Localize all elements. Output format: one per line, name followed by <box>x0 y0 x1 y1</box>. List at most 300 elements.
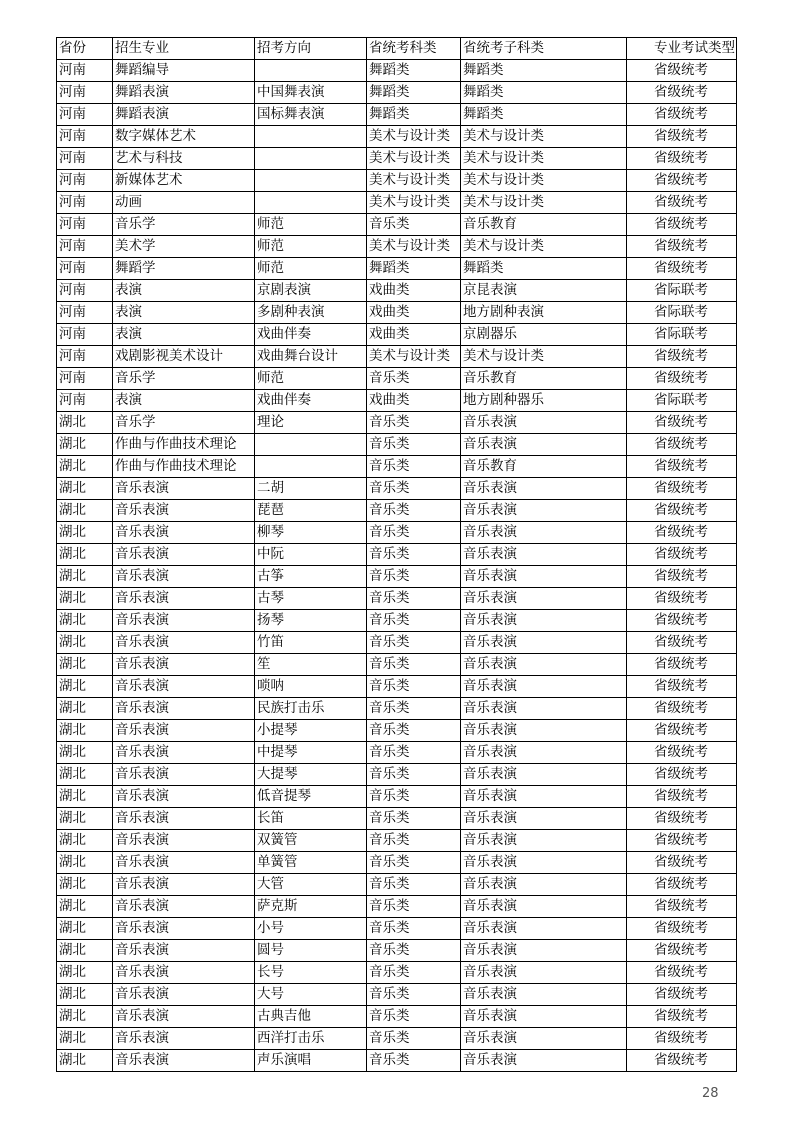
cell-major: 表演 <box>113 280 255 302</box>
cell-exam-category: 戏曲类 <box>367 280 461 302</box>
cell-exam-subcategory: 音乐表演 <box>461 962 627 984</box>
cell-exam-category: 音乐类 <box>367 632 461 654</box>
cell-direction: 京剧表演 <box>255 280 367 302</box>
cell-province: 湖北 <box>57 984 113 1006</box>
cell-exam-type: 省级统考 <box>627 368 737 390</box>
table-row <box>57 720 737 742</box>
cell-province: 湖北 <box>57 786 113 808</box>
cell-exam-type: 省级统考 <box>627 412 737 434</box>
table-row <box>57 148 737 170</box>
cell-exam-category: 音乐类 <box>367 786 461 808</box>
cell-exam-type: 省级统考 <box>627 874 737 896</box>
cell-exam-type: 省级统考 <box>627 632 737 654</box>
cell-province: 湖北 <box>57 1006 113 1028</box>
table-row <box>57 566 737 588</box>
cell-province: 河南 <box>57 280 113 302</box>
cell-exam-category: 美术与设计类 <box>367 170 461 192</box>
cell-direction: 国标舞表演 <box>255 104 367 126</box>
cell-exam-type: 省级统考 <box>627 170 737 192</box>
cell-exam-category: 音乐类 <box>367 1028 461 1050</box>
cell-direction: 扬琴 <box>255 610 367 632</box>
cell-direction: 理论 <box>255 412 367 434</box>
table-row <box>57 500 737 522</box>
cell-province: 湖北 <box>57 720 113 742</box>
table-header-row <box>57 38 737 60</box>
cell-exam-type: 省际联考 <box>627 390 737 412</box>
cell-exam-subcategory: 音乐表演 <box>461 500 627 522</box>
cell-exam-category: 音乐类 <box>367 412 461 434</box>
cell-exam-subcategory: 音乐表演 <box>461 918 627 940</box>
cell-direction: 西洋打击乐 <box>255 1028 367 1050</box>
cell-exam-category: 音乐类 <box>367 830 461 852</box>
table-row <box>57 676 737 698</box>
cell-exam-type: 省级统考 <box>627 676 737 698</box>
cell-province: 河南 <box>57 368 113 390</box>
cell-province: 河南 <box>57 302 113 324</box>
table-row <box>57 192 737 214</box>
cell-major: 音乐表演 <box>113 566 255 588</box>
cell-exam-type: 省级统考 <box>627 654 737 676</box>
cell-exam-subcategory: 地方剧种表演 <box>461 302 627 324</box>
cell-exam-category: 舞蹈类 <box>367 104 461 126</box>
cell-exam-type: 省级统考 <box>627 588 737 610</box>
cell-exam-subcategory: 美术与设计类 <box>461 346 627 368</box>
table-row <box>57 918 737 940</box>
table-row <box>57 324 737 346</box>
cell-province: 湖北 <box>57 808 113 830</box>
header-province: 省份 <box>57 38 113 60</box>
cell-major: 艺术与科技 <box>113 148 255 170</box>
cell-major: 音乐表演 <box>113 522 255 544</box>
cell-province: 湖北 <box>57 896 113 918</box>
cell-major: 作曲与作曲技术理论 <box>113 456 255 478</box>
cell-major: 音乐表演 <box>113 1028 255 1050</box>
cell-direction: 小提琴 <box>255 720 367 742</box>
cell-direction: 戏曲伴奏 <box>255 324 367 346</box>
cell-exam-type: 省级统考 <box>627 720 737 742</box>
header-direction: 招考方向 <box>255 38 367 60</box>
cell-direction: 古典吉他 <box>255 1006 367 1028</box>
cell-exam-type: 省级统考 <box>627 478 737 500</box>
table-row <box>57 434 737 456</box>
cell-exam-type: 省级统考 <box>627 192 737 214</box>
table-row <box>57 412 737 434</box>
cell-major: 音乐表演 <box>113 1050 255 1072</box>
cell-major: 音乐表演 <box>113 500 255 522</box>
table-row <box>57 126 737 148</box>
cell-direction: 中国舞表演 <box>255 82 367 104</box>
cell-exam-category: 音乐类 <box>367 764 461 786</box>
cell-province: 湖北 <box>57 698 113 720</box>
cell-major: 表演 <box>113 390 255 412</box>
cell-exam-type: 省级统考 <box>627 742 737 764</box>
admissions-table <box>56 37 737 1072</box>
cell-major: 音乐表演 <box>113 874 255 896</box>
cell-direction: 竹笛 <box>255 632 367 654</box>
cell-exam-type: 省际联考 <box>627 324 737 346</box>
header-exam-category: 省统考科类 <box>367 38 461 60</box>
cell-province: 河南 <box>57 82 113 104</box>
cell-major: 数字媒体艺术 <box>113 126 255 148</box>
cell-direction: 戏曲伴奏 <box>255 390 367 412</box>
cell-exam-type: 省级统考 <box>627 82 737 104</box>
cell-exam-subcategory: 音乐表演 <box>461 610 627 632</box>
table-row <box>57 390 737 412</box>
cell-major: 音乐学 <box>113 368 255 390</box>
cell-exam-category: 音乐类 <box>367 918 461 940</box>
cell-direction: 大管 <box>255 874 367 896</box>
cell-province: 湖北 <box>57 1028 113 1050</box>
cell-exam-type: 省级统考 <box>627 566 737 588</box>
cell-exam-category: 美术与设计类 <box>367 346 461 368</box>
cell-exam-type: 省级统考 <box>627 764 737 786</box>
cell-province: 河南 <box>57 324 113 346</box>
table-row <box>57 280 737 302</box>
cell-province: 湖北 <box>57 676 113 698</box>
cell-exam-type: 省级统考 <box>627 786 737 808</box>
table-row <box>57 236 737 258</box>
cell-major: 音乐表演 <box>113 962 255 984</box>
cell-province: 河南 <box>57 148 113 170</box>
cell-exam-category: 音乐类 <box>367 368 461 390</box>
cell-major: 新媒体艺术 <box>113 170 255 192</box>
cell-direction: 师范 <box>255 258 367 280</box>
cell-direction <box>255 456 367 478</box>
cell-exam-category: 音乐类 <box>367 742 461 764</box>
cell-direction: 古筝 <box>255 566 367 588</box>
cell-exam-type: 省级统考 <box>627 148 737 170</box>
cell-province: 湖北 <box>57 500 113 522</box>
cell-province: 湖北 <box>57 764 113 786</box>
page-number: 28 <box>702 1086 719 1101</box>
cell-exam-subcategory: 音乐表演 <box>461 1050 627 1072</box>
header-major: 招生专业 <box>113 38 255 60</box>
cell-major: 舞蹈编导 <box>113 60 255 82</box>
cell-major: 音乐表演 <box>113 610 255 632</box>
cell-exam-category: 舞蹈类 <box>367 60 461 82</box>
header-exam-type: 专业考试类型 <box>627 38 737 60</box>
table-row <box>57 984 737 1006</box>
cell-direction <box>255 60 367 82</box>
cell-exam-type: 省级统考 <box>627 104 737 126</box>
table-row <box>57 632 737 654</box>
cell-exam-subcategory: 音乐表演 <box>461 1028 627 1050</box>
cell-exam-subcategory: 音乐表演 <box>461 940 627 962</box>
cell-major: 音乐表演 <box>113 984 255 1006</box>
cell-exam-subcategory: 音乐表演 <box>461 632 627 654</box>
cell-exam-subcategory: 音乐表演 <box>461 434 627 456</box>
cell-direction: 戏曲舞台设计 <box>255 346 367 368</box>
table-row <box>57 258 737 280</box>
cell-exam-subcategory: 音乐表演 <box>461 852 627 874</box>
cell-exam-category: 音乐类 <box>367 698 461 720</box>
cell-province: 湖北 <box>57 434 113 456</box>
cell-exam-category: 戏曲类 <box>367 390 461 412</box>
cell-direction: 柳琴 <box>255 522 367 544</box>
cell-exam-subcategory: 音乐表演 <box>461 720 627 742</box>
cell-exam-type: 省级统考 <box>627 1028 737 1050</box>
cell-exam-category: 音乐类 <box>367 500 461 522</box>
cell-major: 表演 <box>113 324 255 346</box>
cell-province: 河南 <box>57 390 113 412</box>
cell-exam-type: 省级统考 <box>627 962 737 984</box>
cell-major: 美术学 <box>113 236 255 258</box>
cell-province: 河南 <box>57 346 113 368</box>
cell-exam-type: 省级统考 <box>627 126 737 148</box>
cell-exam-subcategory: 音乐表演 <box>461 544 627 566</box>
cell-exam-subcategory: 美术与设计类 <box>461 148 627 170</box>
cell-province: 湖北 <box>57 456 113 478</box>
cell-province: 河南 <box>57 214 113 236</box>
table-row <box>57 60 737 82</box>
cell-exam-type: 省级统考 <box>627 544 737 566</box>
cell-direction: 师范 <box>255 236 367 258</box>
cell-major: 音乐表演 <box>113 896 255 918</box>
cell-exam-category: 音乐类 <box>367 874 461 896</box>
table-row <box>57 456 737 478</box>
cell-exam-subcategory: 京剧器乐 <box>461 324 627 346</box>
cell-exam-category: 音乐类 <box>367 654 461 676</box>
cell-exam-subcategory: 音乐表演 <box>461 984 627 1006</box>
cell-exam-type: 省级统考 <box>627 808 737 830</box>
table-row <box>57 522 737 544</box>
cell-major: 作曲与作曲技术理论 <box>113 434 255 456</box>
table-row <box>57 544 737 566</box>
cell-major: 舞蹈表演 <box>113 82 255 104</box>
cell-exam-type: 省级统考 <box>627 258 737 280</box>
table-row <box>57 170 737 192</box>
cell-exam-type: 省级统考 <box>627 434 737 456</box>
cell-direction: 民族打击乐 <box>255 698 367 720</box>
cell-exam-category: 戏曲类 <box>367 302 461 324</box>
cell-direction: 琵琶 <box>255 500 367 522</box>
cell-major: 舞蹈表演 <box>113 104 255 126</box>
cell-exam-category: 音乐类 <box>367 984 461 1006</box>
cell-exam-subcategory: 舞蹈类 <box>461 104 627 126</box>
cell-major: 音乐表演 <box>113 830 255 852</box>
cell-major: 音乐表演 <box>113 720 255 742</box>
cell-exam-type: 省级统考 <box>627 852 737 874</box>
cell-province: 湖北 <box>57 412 113 434</box>
cell-exam-category: 音乐类 <box>367 852 461 874</box>
cell-exam-subcategory: 音乐表演 <box>461 676 627 698</box>
cell-exam-subcategory: 音乐表演 <box>461 1006 627 1028</box>
cell-exam-subcategory: 音乐表演 <box>461 808 627 830</box>
cell-major: 音乐表演 <box>113 698 255 720</box>
cell-major: 音乐表演 <box>113 632 255 654</box>
cell-exam-subcategory: 美术与设计类 <box>461 126 627 148</box>
cell-exam-type: 省级统考 <box>627 610 737 632</box>
cell-province: 湖北 <box>57 874 113 896</box>
cell-major: 音乐表演 <box>113 918 255 940</box>
table-row <box>57 896 737 918</box>
cell-major: 音乐表演 <box>113 786 255 808</box>
cell-exam-category: 音乐类 <box>367 940 461 962</box>
table-row <box>57 852 737 874</box>
cell-direction: 二胡 <box>255 478 367 500</box>
cell-province: 湖北 <box>57 632 113 654</box>
cell-direction: 唢呐 <box>255 676 367 698</box>
cell-exam-category: 音乐类 <box>367 478 461 500</box>
table-row <box>57 302 737 324</box>
cell-exam-type: 省级统考 <box>627 60 737 82</box>
cell-exam-subcategory: 音乐表演 <box>461 588 627 610</box>
cell-exam-subcategory: 音乐表演 <box>461 522 627 544</box>
table-row <box>57 214 737 236</box>
cell-major: 音乐表演 <box>113 808 255 830</box>
cell-major: 音乐表演 <box>113 654 255 676</box>
cell-province: 湖北 <box>57 830 113 852</box>
cell-exam-category: 美术与设计类 <box>367 236 461 258</box>
cell-direction: 单簧管 <box>255 852 367 874</box>
cell-major: 音乐表演 <box>113 676 255 698</box>
cell-province: 湖北 <box>57 852 113 874</box>
cell-exam-type: 省级统考 <box>627 918 737 940</box>
cell-direction: 多剧种表演 <box>255 302 367 324</box>
cell-direction: 中阮 <box>255 544 367 566</box>
cell-province: 湖北 <box>57 610 113 632</box>
table-row <box>57 346 737 368</box>
cell-exam-category: 音乐类 <box>367 544 461 566</box>
cell-direction: 双簧管 <box>255 830 367 852</box>
cell-exam-subcategory: 音乐教育 <box>461 368 627 390</box>
table-row <box>57 104 737 126</box>
cell-exam-category: 音乐类 <box>367 522 461 544</box>
cell-province: 河南 <box>57 236 113 258</box>
cell-direction <box>255 434 367 456</box>
table-row <box>57 654 737 676</box>
cell-exam-type: 省级统考 <box>627 698 737 720</box>
cell-province: 湖北 <box>57 918 113 940</box>
cell-province: 湖北 <box>57 544 113 566</box>
cell-exam-subcategory: 音乐表演 <box>461 764 627 786</box>
table-row <box>57 874 737 896</box>
cell-exam-type: 省际联考 <box>627 280 737 302</box>
cell-direction: 小号 <box>255 918 367 940</box>
cell-exam-type: 省级统考 <box>627 214 737 236</box>
cell-exam-category: 音乐类 <box>367 214 461 236</box>
cell-exam-category: 音乐类 <box>367 566 461 588</box>
cell-exam-category: 音乐类 <box>367 610 461 632</box>
cell-province: 河南 <box>57 126 113 148</box>
cell-direction <box>255 170 367 192</box>
cell-province: 湖北 <box>57 1050 113 1072</box>
table-row <box>57 764 737 786</box>
cell-exam-subcategory: 美术与设计类 <box>461 170 627 192</box>
cell-province: 湖北 <box>57 478 113 500</box>
table-row <box>57 698 737 720</box>
cell-exam-subcategory: 美术与设计类 <box>461 236 627 258</box>
cell-direction: 大提琴 <box>255 764 367 786</box>
cell-exam-category: 舞蹈类 <box>367 82 461 104</box>
cell-major: 表演 <box>113 302 255 324</box>
cell-major: 音乐表演 <box>113 1006 255 1028</box>
cell-exam-subcategory: 地方剧种器乐 <box>461 390 627 412</box>
cell-major: 音乐表演 <box>113 742 255 764</box>
cell-exam-category: 音乐类 <box>367 1006 461 1028</box>
cell-exam-subcategory: 音乐教育 <box>461 214 627 236</box>
cell-exam-subcategory: 音乐教育 <box>461 456 627 478</box>
cell-exam-category: 音乐类 <box>367 434 461 456</box>
cell-direction <box>255 192 367 214</box>
cell-major: 动画 <box>113 192 255 214</box>
cell-major: 音乐学 <box>113 412 255 434</box>
cell-exam-subcategory: 京昆表演 <box>461 280 627 302</box>
cell-exam-type: 省级统考 <box>627 896 737 918</box>
cell-province: 河南 <box>57 104 113 126</box>
cell-exam-subcategory: 音乐表演 <box>461 566 627 588</box>
cell-direction <box>255 126 367 148</box>
table-row <box>57 742 737 764</box>
cell-province: 湖北 <box>57 962 113 984</box>
table-body <box>57 38 737 1072</box>
cell-exam-subcategory: 舞蹈类 <box>461 258 627 280</box>
cell-exam-category: 美术与设计类 <box>367 148 461 170</box>
table-row <box>57 808 737 830</box>
cell-direction: 大号 <box>255 984 367 1006</box>
cell-exam-type: 省级统考 <box>627 456 737 478</box>
table-row <box>57 610 737 632</box>
cell-exam-type: 省级统考 <box>627 940 737 962</box>
table-row <box>57 1028 737 1050</box>
cell-province: 湖北 <box>57 566 113 588</box>
cell-major: 音乐学 <box>113 214 255 236</box>
cell-exam-category: 音乐类 <box>367 676 461 698</box>
cell-exam-type: 省际联考 <box>627 302 737 324</box>
cell-direction <box>255 148 367 170</box>
table-row <box>57 478 737 500</box>
cell-exam-subcategory: 音乐表演 <box>461 830 627 852</box>
cell-province: 河南 <box>57 258 113 280</box>
cell-province: 湖北 <box>57 742 113 764</box>
cell-direction: 萨克斯 <box>255 896 367 918</box>
cell-exam-subcategory: 音乐表演 <box>461 412 627 434</box>
cell-exam-subcategory: 音乐表演 <box>461 478 627 500</box>
cell-province: 湖北 <box>57 940 113 962</box>
table-row <box>57 82 737 104</box>
cell-major: 音乐表演 <box>113 478 255 500</box>
cell-direction: 师范 <box>255 368 367 390</box>
cell-exam-subcategory: 舞蹈类 <box>461 60 627 82</box>
cell-exam-subcategory: 音乐表演 <box>461 698 627 720</box>
cell-exam-subcategory: 舞蹈类 <box>461 82 627 104</box>
cell-exam-type: 省级统考 <box>627 236 737 258</box>
table-row <box>57 368 737 390</box>
table-row <box>57 786 737 808</box>
cell-direction: 圆号 <box>255 940 367 962</box>
cell-province: 湖北 <box>57 522 113 544</box>
cell-province: 河南 <box>57 170 113 192</box>
cell-major: 戏剧影视美术设计 <box>113 346 255 368</box>
cell-province: 河南 <box>57 192 113 214</box>
cell-province: 河南 <box>57 60 113 82</box>
cell-exam-type: 省级统考 <box>627 1006 737 1028</box>
cell-major: 音乐表演 <box>113 852 255 874</box>
cell-exam-type: 省级统考 <box>627 830 737 852</box>
cell-exam-category: 戏曲类 <box>367 324 461 346</box>
cell-direction: 声乐演唱 <box>255 1050 367 1072</box>
cell-exam-type: 省级统考 <box>627 984 737 1006</box>
cell-direction: 长笛 <box>255 808 367 830</box>
cell-direction: 古琴 <box>255 588 367 610</box>
cell-exam-subcategory: 音乐表演 <box>461 654 627 676</box>
cell-exam-category: 音乐类 <box>367 456 461 478</box>
cell-major: 音乐表演 <box>113 764 255 786</box>
cell-direction: 低音提琴 <box>255 786 367 808</box>
header-exam-subcategory: 省统考子科类 <box>461 38 627 60</box>
cell-province: 湖北 <box>57 588 113 610</box>
cell-exam-subcategory: 音乐表演 <box>461 874 627 896</box>
